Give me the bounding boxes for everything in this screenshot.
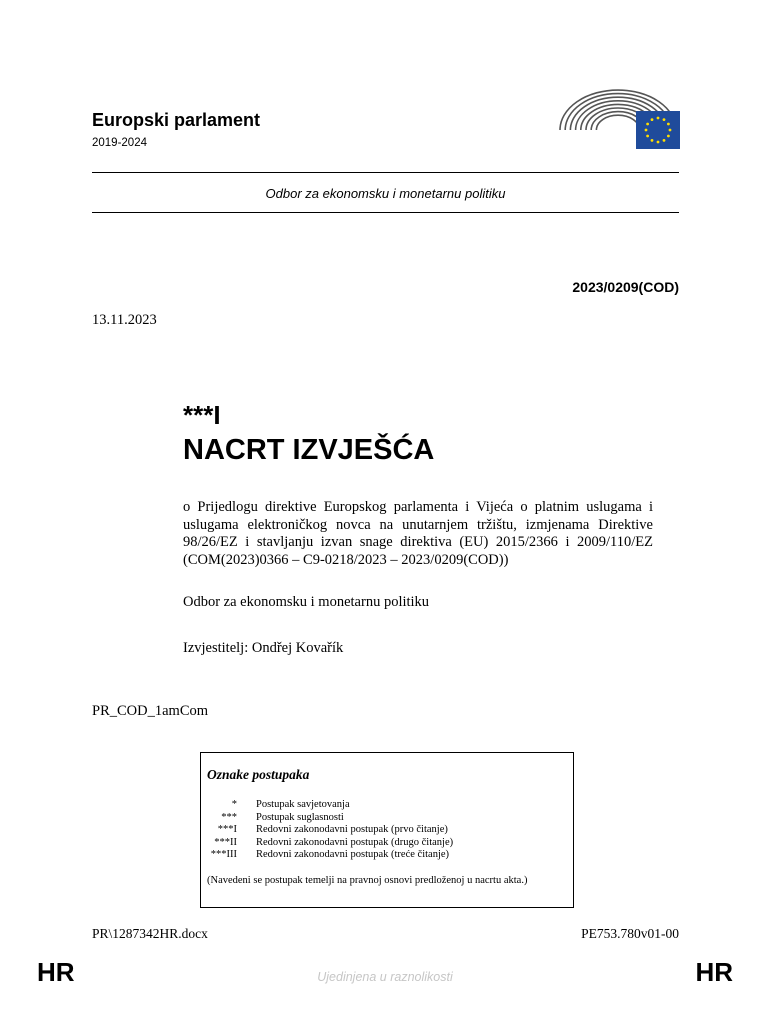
legend-label: Redovni zakonodavni postupak (treće čitanje) [256, 849, 450, 861]
eu-star-icon [651, 139, 654, 142]
header-rule-top [92, 172, 679, 173]
eu-star-icon [663, 118, 666, 121]
legend-label: Postupak savjetovanja [256, 799, 350, 810]
eu-star-icon [646, 123, 649, 126]
eu-star-icon [669, 129, 672, 132]
legend-symbol: ***I [217, 824, 237, 836]
committee-header: Odbor za ekonomsku i monetarnu politiku [265, 186, 506, 201]
pe-number: PE753.780v01-00 [581, 926, 679, 941]
procedure-legend-box [200, 752, 574, 908]
eu-star-icon [646, 135, 649, 138]
rapporteur: Izvjestitelj: Ondřej Kovařík [183, 640, 344, 656]
language-code-right: HR [695, 957, 733, 987]
legend-label: Redovni zakonodavni postupak (drugo čitanje) [256, 836, 454, 848]
procedure-reference: 2023/0209(COD) [572, 279, 679, 295]
eu-star-icon [651, 118, 654, 121]
responsible-committee: Odbor za ekonomsku i monetarnu politiku [183, 594, 430, 610]
eu-star-icon [645, 129, 648, 132]
legend-label: Postupak suglasnosti [256, 811, 344, 823]
legend-item [201, 837, 453, 850]
legend-item [201, 812, 453, 825]
document-code: PR_COD_1amCom [92, 703, 209, 719]
eu-star-icon [667, 135, 670, 138]
document-type-title: NACRT IZVJEŠĆA [183, 434, 435, 466]
parliamentary-term: 2019-2024 [92, 137, 147, 149]
eu-star-icon [657, 141, 660, 144]
legend-title: Oznake postupaka [207, 767, 310, 782]
legend-item [201, 824, 453, 837]
eu-star-icon [657, 117, 660, 120]
legend-note: (Navedeni se postupak temelji na pravnoj osnovi predloženoj u nacrtu akta.) [207, 875, 528, 886]
eu-star-icon [667, 123, 670, 126]
eu-star-icon [663, 139, 666, 142]
header-rule-bottom [92, 212, 679, 213]
legend-item [201, 849, 453, 862]
legend-symbol: ***II [214, 836, 237, 848]
ep-logo-icon [556, 84, 680, 150]
legend-symbol: ***III [210, 849, 237, 861]
legend-symbol: *** [221, 811, 237, 823]
file-name: PR\1287342HR.docx [92, 926, 208, 941]
legend-list [201, 799, 453, 862]
legend-item [201, 799, 453, 812]
hemicycle-arc [596, 115, 639, 130]
legend-symbol: * [231, 799, 237, 810]
eu-motto: Ujedinjena u raznolikosti [317, 970, 453, 984]
language-code-left: HR [37, 957, 75, 987]
organisation-name: Europski parlament [92, 110, 261, 130]
procedure-stars: ***I [183, 400, 221, 430]
document-subject: o Prijedlogu direktive Europskog parlamenta i Vijeća o platnim uslugama i uslugama elektroničkog novca na unutarnjem tržištu, izmjenama Direktive 98/26/EZ i stavljanju izvan snage direktiva (EU) 2015/2366 i 2009/110/EZ (COM(2023)0366 – C9-0218/2023 – 2023/0209(COD)) [183, 499, 653, 568]
legend-label: Redovni zakonodavni postupak (prvo čitanje) [256, 824, 448, 836]
document-date: 13.11.2023 [92, 312, 157, 328]
